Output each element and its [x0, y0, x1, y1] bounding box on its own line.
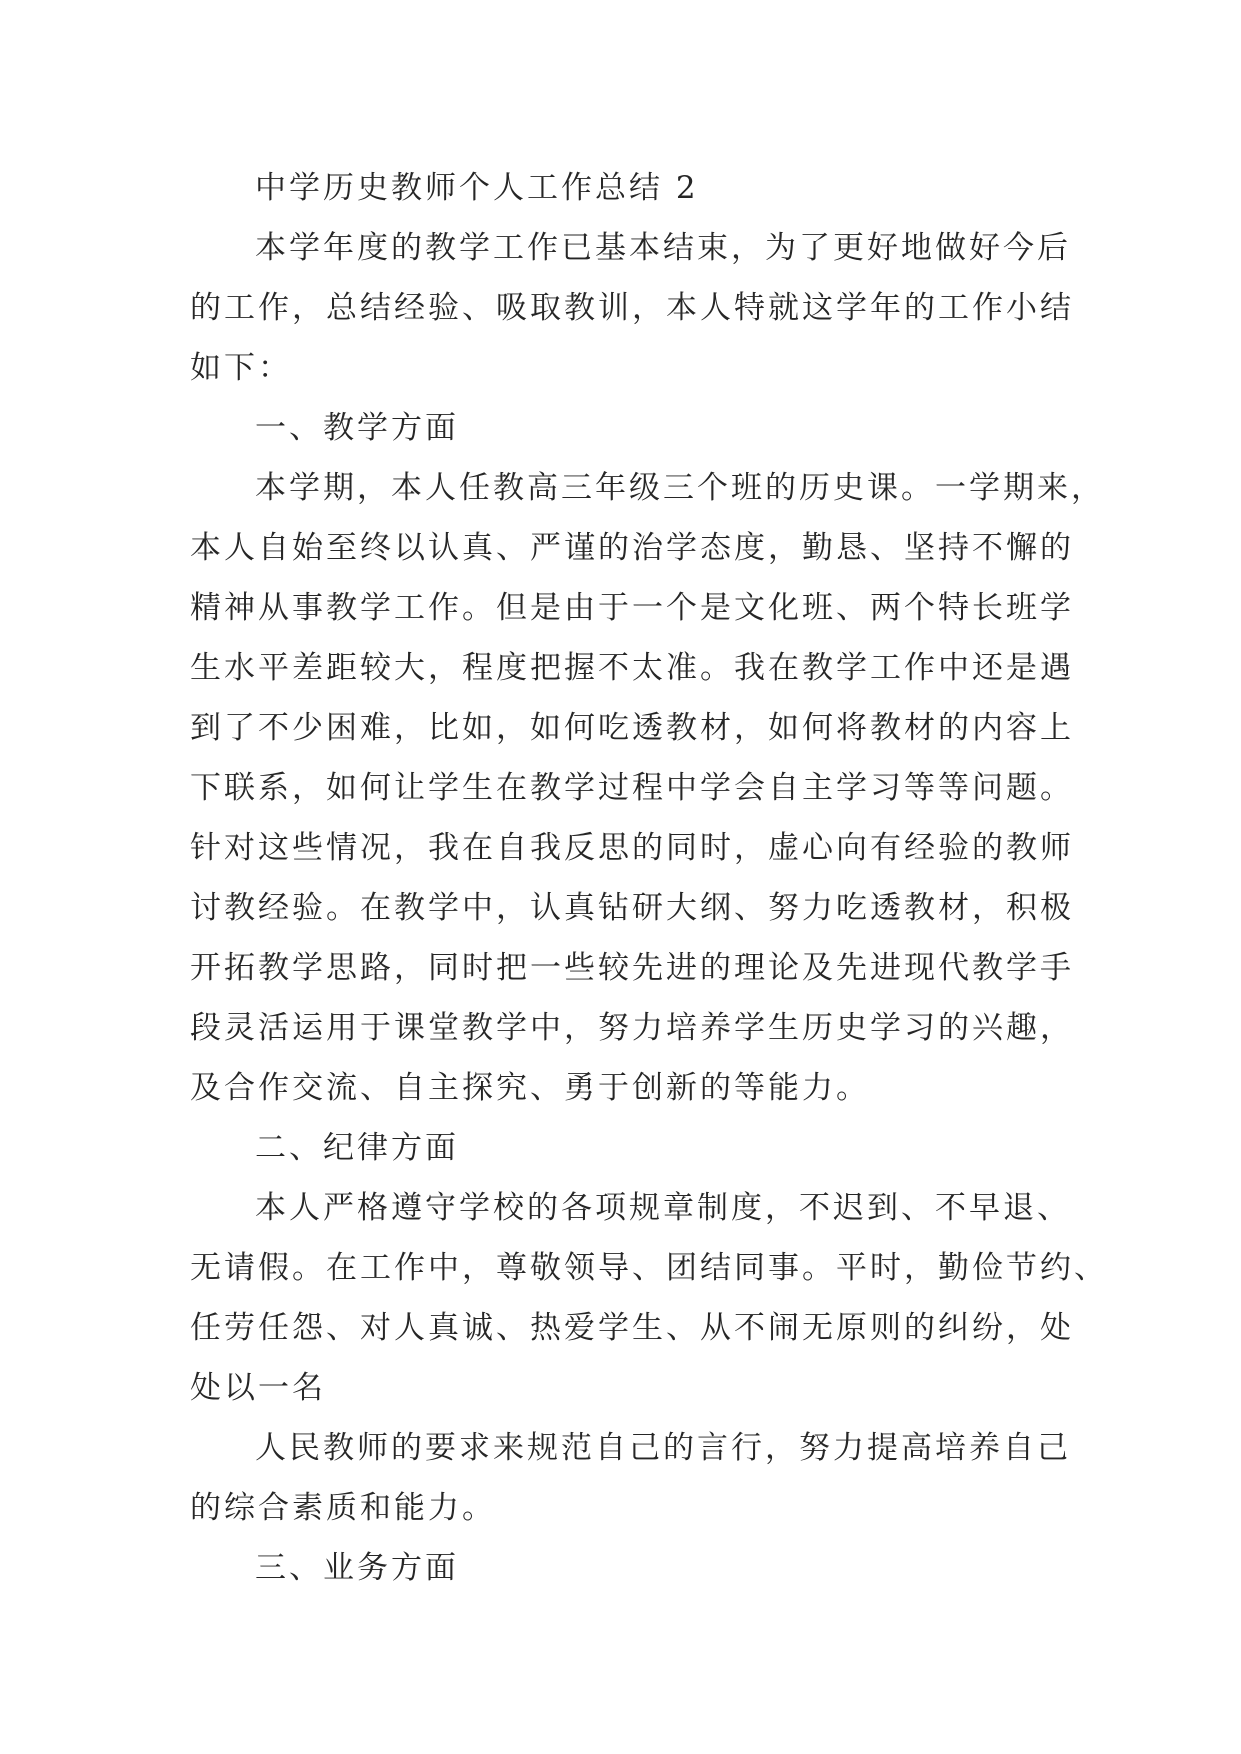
text-line: 段灵活运用于课堂教学中，努力培养学生历史学习的兴趣，	[190, 1010, 1074, 1046]
text-line: 二、纪律方面	[255, 1130, 459, 1166]
text-line: 中学历史教师个人工作总结 2	[255, 170, 699, 206]
text-line: 三、业务方面	[255, 1550, 459, 1586]
text-line: 到了不少困难，比如，如何吃透教材，如何将教材的内容上	[190, 710, 1074, 746]
text-line: 精神从事教学工作。但是由于一个是文化班、两个特长班学	[190, 590, 1074, 626]
text-line: 讨教经验。在教学中，认真钻研大纲、努力吃透教材，积极	[190, 890, 1074, 926]
text-line: 下联系，如何让学生在教学过程中学会自主学习等等问题。	[190, 770, 1074, 806]
text-line: 一、教学方面	[255, 410, 459, 446]
text-line: 人民教师的要求来规范自己的言行，努力提高培养自己	[255, 1430, 1071, 1466]
text-line: 处以一名	[190, 1370, 326, 1406]
text-line: 本人严格遵守学校的各项规章制度，不迟到、不早退、	[255, 1190, 1071, 1226]
text-line: 针对这些情况，我在自我反思的同时，虚心向有经验的教师	[190, 830, 1074, 866]
document-body	[190, 158, 1108, 1598]
text-line: 如下：	[190, 350, 292, 386]
text-line: 开拓教学思路，同时把一些较先进的理论及先进现代教学手	[190, 950, 1074, 986]
text-line: 任劳任怨、对人真诚、热爱学生、从不闹无原则的纠纷，处	[190, 1310, 1074, 1346]
text-line: 本人自始至终以认真、严谨的治学态度，勤恳、坚持不懈的	[190, 530, 1074, 566]
text-line: 本学年度的教学工作已基本结束，为了更好地做好今后	[255, 230, 1071, 266]
text-line: 的综合素质和能力。	[190, 1490, 496, 1526]
text-line: 本学期，本人任教高三年级三个班的历史课。一学期来，	[255, 470, 1105, 506]
text-line: 及合作交流、自主探究、勇于创新的等能力。	[190, 1070, 870, 1106]
text-line: 生水平差距较大，程度把握不太准。我在教学工作中还是遇	[190, 650, 1074, 686]
text-line: 的工作，总结经验、吸取教训，本人特就这学年的工作小结	[190, 290, 1074, 326]
text-line: 无请假。在工作中，尊敬领导、团结同事。平时，勤俭节约、	[190, 1250, 1108, 1286]
